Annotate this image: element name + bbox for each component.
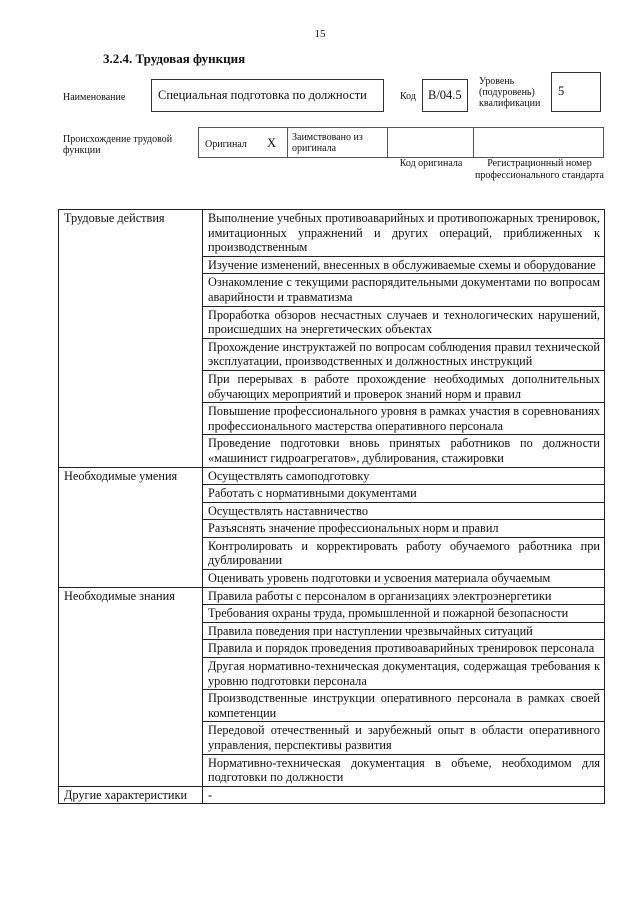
- reg-number-caption: Регистрационный номер профессионального стандарта: [475, 158, 604, 181]
- list-item: Другая нормативно-техническая документация, содержащая требования к уровню подготовки персонала: [203, 658, 605, 690]
- borrowed-cell: [287, 127, 387, 158]
- name-label: Наименование: [63, 92, 126, 103]
- section-label-actions: Трудовые действия: [59, 210, 203, 468]
- origin-row: [198, 127, 604, 158]
- list-item: Проведение подготовки вновь принятых работников по должности «машинист гидроагрегатов», дублирования, стажировки: [203, 435, 605, 467]
- list-item: Прохождение инструктажей по вопросам соблюдения правил технической эксплуатации, производственных и должностных инструкций: [203, 338, 605, 370]
- table-row: [59, 210, 605, 257]
- level-label: Уровень (подуровень) квалификации: [479, 76, 541, 109]
- list-item: Осуществлять наставничество: [203, 502, 605, 520]
- level-value: 5: [558, 84, 565, 98]
- code-original-caption: Код оригинала: [399, 158, 463, 169]
- table-row: [59, 786, 605, 804]
- origin-label: Происхождение трудовой функции: [63, 134, 173, 156]
- function-table: [58, 209, 605, 804]
- section-heading: 3.2.4. Трудовая функция: [103, 51, 246, 66]
- list-item: Осуществлять самоподготовку: [203, 467, 605, 485]
- level-value-box: [551, 72, 601, 112]
- original-label: Оригинал: [205, 139, 247, 150]
- code-value-box: [422, 79, 468, 112]
- code-original-cell: [387, 127, 473, 158]
- list-item: Повышение профессионального уровня в рамках участия в соревнованиях профессионального мастерства оперативного персонала: [203, 403, 605, 435]
- original-cell: [198, 127, 287, 158]
- section-label-other: Другие характеристики: [59, 786, 203, 804]
- table-row: [59, 467, 605, 485]
- reg-number-cell: [473, 127, 604, 158]
- list-item: Правила работы с персоналом в организациях электроэнергетики: [203, 587, 605, 605]
- list-item: Правила и порядок проведения противоаварийных тренировок персонала: [203, 640, 605, 658]
- borrowed-label: Заимствовано из оригинала: [292, 132, 363, 154]
- list-item: Передовой отечественный и зарубежный опыт в области оперативного управления, перспективы развития: [203, 722, 605, 754]
- list-item: При перерывах в работе прохождение необходимых дополнительных обучающих мероприятий и проверок знаний норм и правил: [203, 370, 605, 402]
- list-item: Производственные инструкции оперативного персонала в рамках своей компетенции: [203, 690, 605, 722]
- list-item: Требования охраны труда, промышленной и пожарной безопасности: [203, 605, 605, 623]
- table-row: [59, 587, 605, 605]
- list-item: Нормативно-техническая документация в объеме, необходимом для подготовки по должности: [203, 754, 605, 786]
- list-item: -: [203, 786, 605, 804]
- list-item: Выполнение учебных противоаварийных и противопожарных тренировок, имитационных упражнений и других операций, приближенных к производственным: [203, 210, 605, 257]
- list-item: Оценивать уровень подготовки и усвоения материала обучаемым: [203, 570, 605, 588]
- section-label-skills: Необходимые умения: [59, 467, 203, 587]
- list-item: Контролировать и корректировать работу обучаемого работника при дублировании: [203, 537, 605, 569]
- list-item: Разъяснять значение профессиональных норм и правил: [203, 520, 605, 538]
- code-label: Код: [400, 91, 416, 102]
- list-item: Изучение изменений, внесенных в обслуживаемые схемы и оборудование: [203, 256, 605, 274]
- code-value: B/04.5: [428, 88, 462, 102]
- name-value: Специальная подготовка по должности: [158, 88, 367, 102]
- section-label-knowledge: Необходимые знания: [59, 587, 203, 786]
- list-item: Правила поведения при наступлении чрезвычайных ситуаций: [203, 622, 605, 640]
- list-item: Проработка обзоров несчастных случаев и технологических нарушений, происшедших на энергетических объектах: [203, 306, 605, 338]
- name-value-box: [151, 79, 384, 112]
- original-mark: X: [267, 136, 277, 150]
- list-item: Работать с нормативными документами: [203, 485, 605, 503]
- list-item: Ознакомление с текущими распорядительными документами по вопросам аварийности и травматизма: [203, 274, 605, 306]
- page-number: 15: [314, 28, 326, 40]
